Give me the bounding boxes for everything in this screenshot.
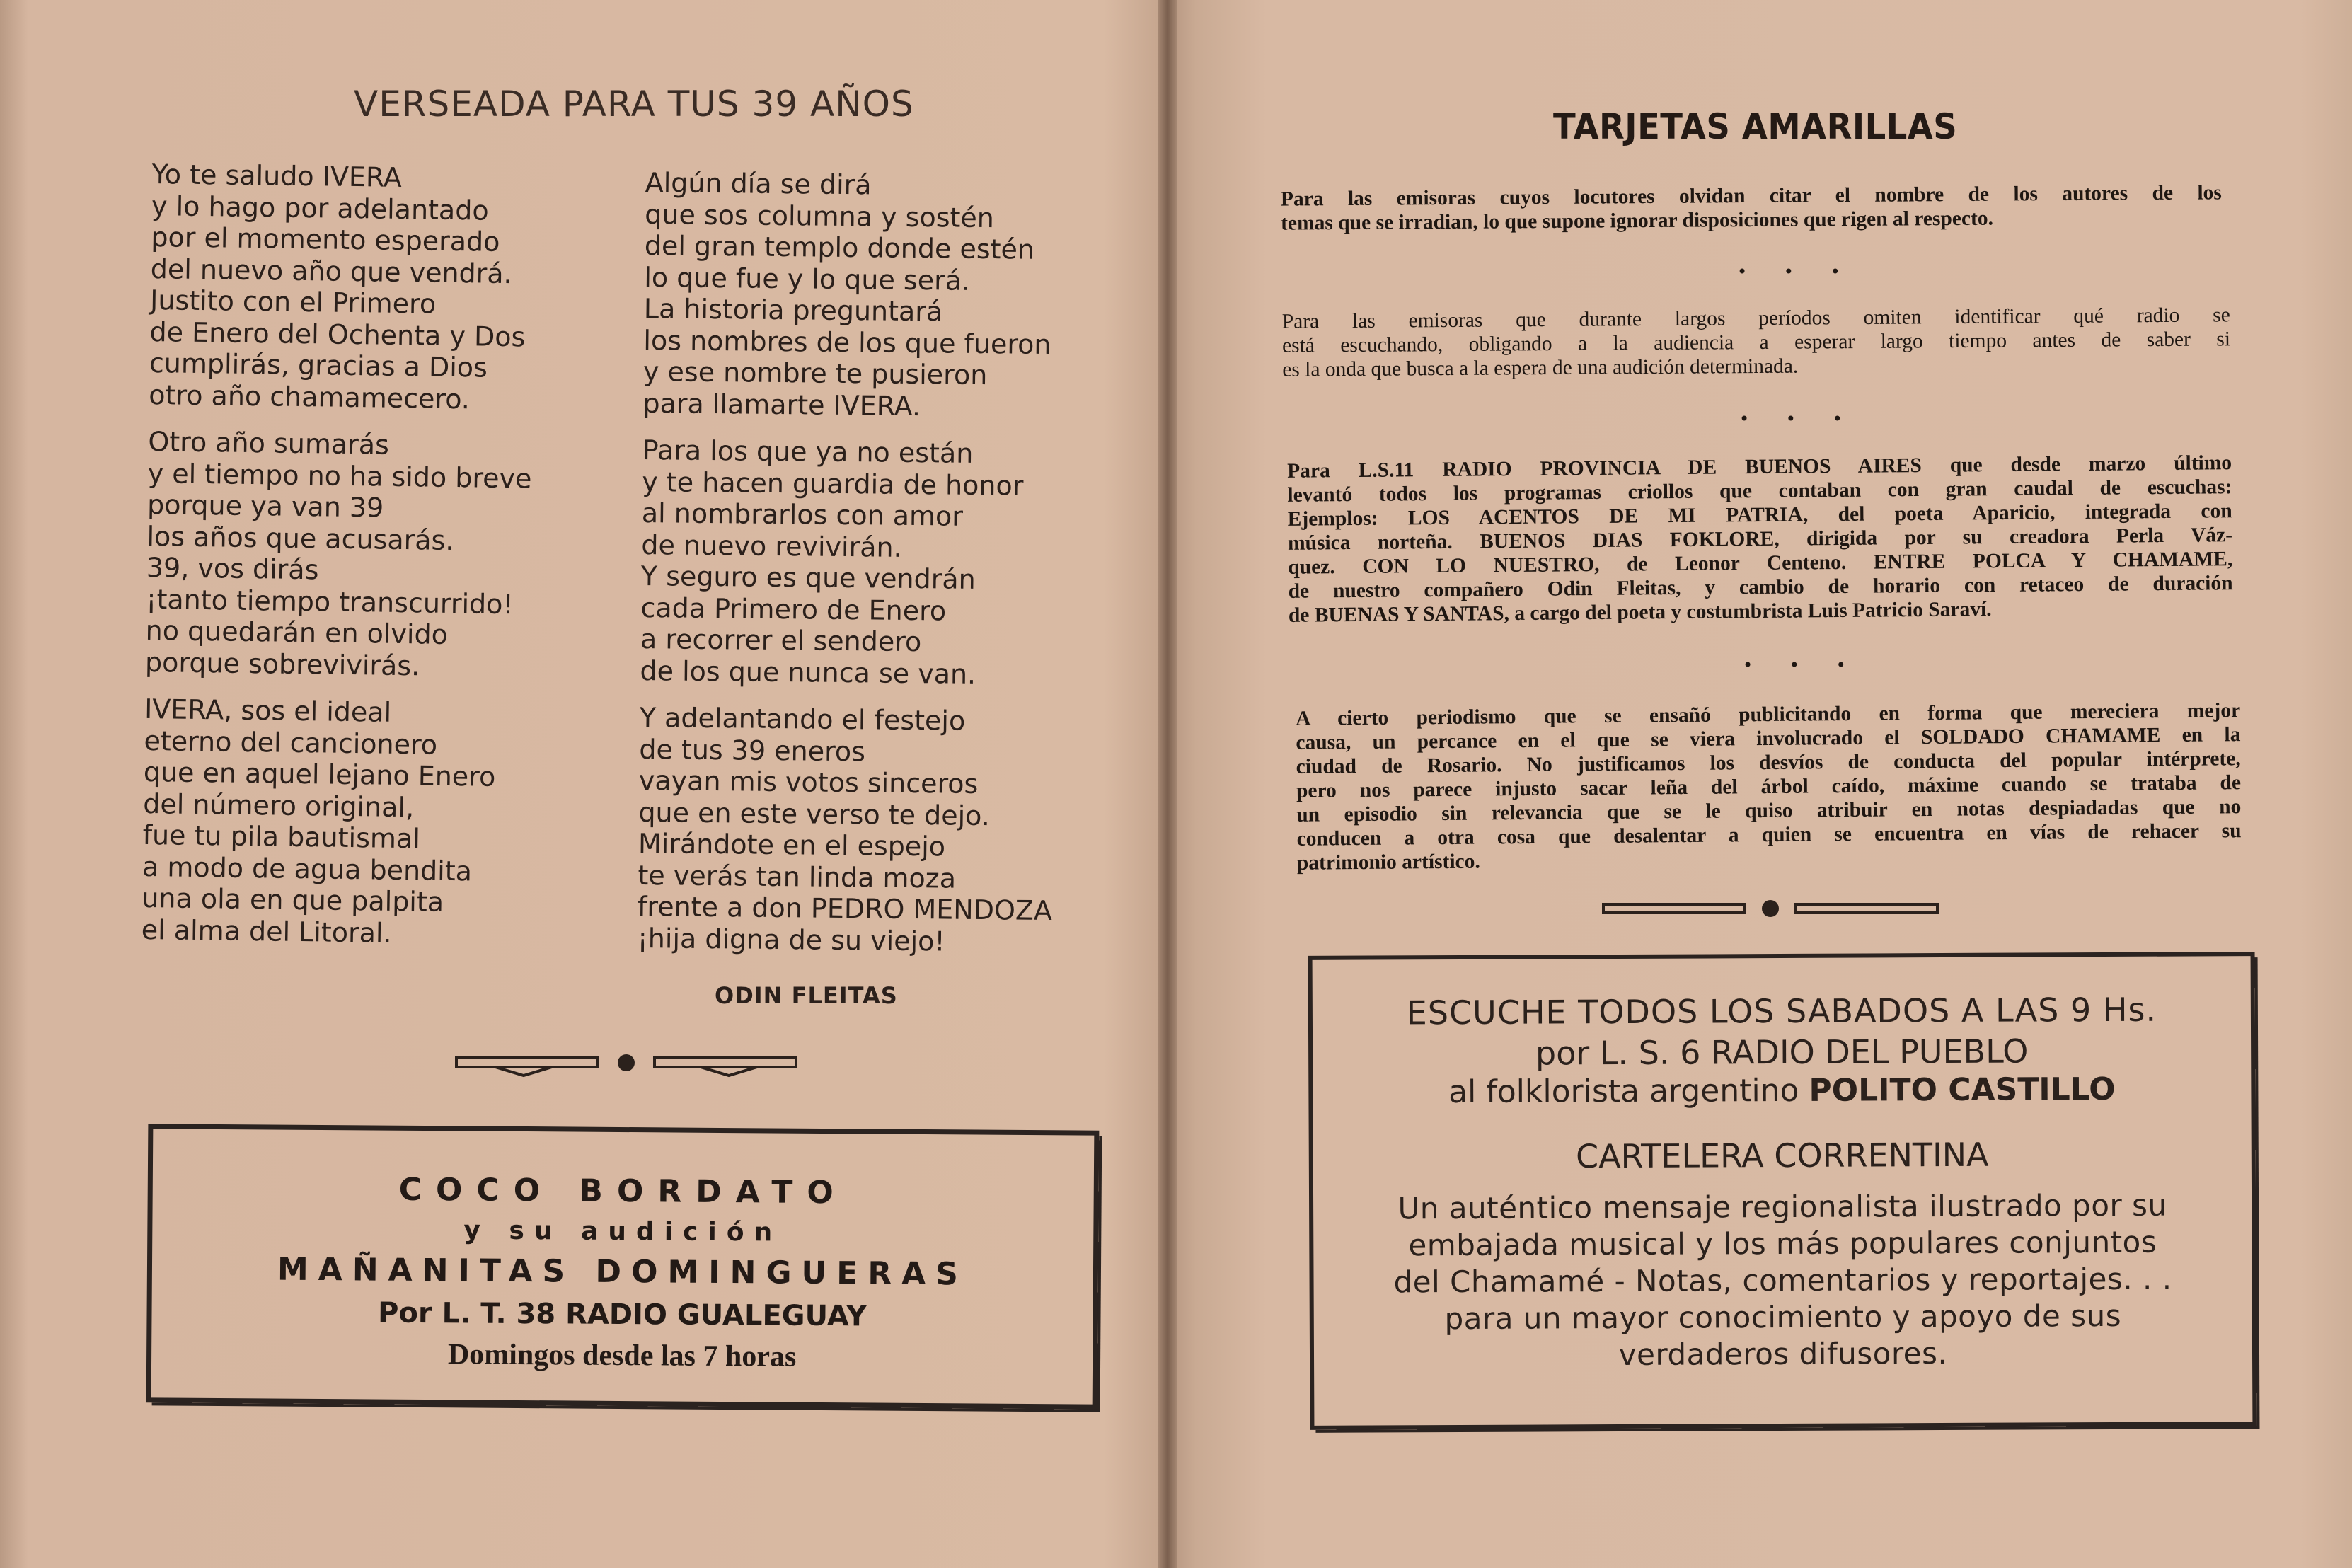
- poem-line: fue tu pila bautismal: [142, 819, 421, 855]
- tarjeta-item: [1281, 180, 2222, 235]
- poem-line: no quedarán en olvido: [145, 614, 449, 650]
- item-line: ciudad de Rosario. No justificamos los desvíos de conducta del popular intérprete,: [1296, 747, 2241, 778]
- poem-line: lo que fue y lo que será.: [644, 261, 971, 296]
- ad-radio-body-line: para un mayor conocimiento y apoyo de sus: [1444, 1298, 2122, 1337]
- item-line: pero nos parece injusto sacar leña del árbol caído, máxime cuando se trataba de: [1296, 771, 2242, 802]
- poem-line: a modo de agua bendita: [142, 851, 473, 887]
- ornament-divider-right: [1601, 897, 1940, 921]
- poem-line: del nuevo año que vendrá.: [150, 253, 513, 289]
- item-line: Para las emisoras cuyos locutores olvidan citar el nombre de los autores de los: [1280, 181, 2222, 211]
- poem-line: Y seguro es que vendrán: [640, 560, 976, 595]
- poem-line: eterno del cancionero: [144, 725, 438, 761]
- ornament-divider-left: [453, 1049, 800, 1080]
- poem-line: del número original,: [142, 788, 415, 823]
- poem-line: Mirándote en el espejo: [638, 827, 946, 863]
- poem-column-left: [141, 158, 536, 966]
- poem-stanza: [149, 158, 536, 416]
- poem-line: porque sobrevivirás.: [144, 646, 420, 681]
- poem-stanza: [642, 167, 1060, 423]
- poem-line: te verás tan linda moza: [638, 859, 957, 894]
- tarjeta-item: [1282, 303, 2231, 381]
- poem-line: vayan mis votos sinceros: [638, 764, 979, 800]
- item-line: Para L.S.11 RADIO PROVINCIA DE BUENOS AIRES que desde marzo último: [1286, 451, 2232, 483]
- ad-coco-schedule: Domingos desde las 7 horas: [447, 1338, 797, 1373]
- poem-stanza: [145, 426, 533, 684]
- poem-line: el alma del Litoral.: [141, 913, 392, 949]
- item-line: causa, un percance en el que se viera involucrado el SOLDADO CHAMAME en la: [1296, 723, 2241, 754]
- ad-polito-castillo: [1308, 952, 2257, 1430]
- ad-radio-body-line: Un auténtico mensaje regionalista ilustrado por su: [1397, 1187, 2167, 1226]
- item-line: de nuestro compañero Odin Fleitas, y cambio de horario con retaceo de duración: [1288, 572, 2233, 603]
- poem-line: los nombres de los que fueron: [643, 324, 1051, 360]
- poem-author: ODIN FLEITAS: [715, 982, 898, 1009]
- poem-line: cumplirás, gracias a Dios: [149, 347, 488, 384]
- ad-radio-artist: POLITO CASTILLO: [1809, 1071, 2116, 1109]
- ad-coco-program: MAÑANITAS DOMINGUERAS: [277, 1251, 969, 1293]
- poem-title: VERSEADA PARA TUS 39 AÑOS: [354, 83, 914, 125]
- poem-stanza: [637, 702, 1054, 958]
- separator-dots: • • •: [1739, 409, 1858, 429]
- item-line: quez. CON LO NUESTRO, de Leonor Centeno. ENTRE POLCA Y CHAMAME,: [1288, 548, 2233, 579]
- item-line: conducen a otra cosa que desalentar a quien se encuentra en vías de rehacer su: [1296, 819, 2242, 851]
- poem-line: al nombrarlos con amor: [641, 497, 964, 532]
- page-title: TARJETAS AMARILLAS: [1553, 106, 1958, 147]
- poem-line: otro año chamamecero.: [149, 379, 471, 415]
- item-line: Para las emisoras que durante largos períodos omiten identificar qué radio se: [1281, 304, 2230, 333]
- poem-line: una ola en que palpita: [142, 882, 444, 918]
- item-line: Ejemplos: LOS ACENTOS DE MI PATRIA, del poeta Aparicio, integrada con: [1287, 500, 2232, 531]
- item-line: está escuchando, obligando a la audiencia a esperar largo tiempo antes de saber si: [1281, 328, 2231, 357]
- ad-coco-station: Por L. T. 38 RADIO GUALEGUAY: [377, 1296, 867, 1333]
- poem-line: Y adelantando el festejo: [639, 701, 966, 737]
- poem-line: de los que nunca se van.: [640, 655, 976, 690]
- poem-line: de Enero del Ochenta y Dos: [149, 316, 526, 352]
- poem-line: ¡hija digna de su viejo!: [637, 922, 945, 957]
- poem-line: por el momento esperado: [151, 221, 500, 258]
- poem-line: y el tiempo no ha sido breve: [147, 457, 532, 495]
- ad-radio-folklorista: [1313, 1071, 2251, 1111]
- poem-line: Otro año sumarás: [148, 425, 390, 461]
- poem-stanza: [640, 434, 1057, 691]
- poem-line: que sos columna y sostén: [645, 198, 995, 234]
- poem-line: de tus 39 eneros: [639, 733, 866, 767]
- ad-radio-body: [1313, 1187, 2252, 1375]
- poem-line: que en este verso te dejo.: [638, 796, 991, 831]
- tarjeta-item: [1296, 698, 2242, 875]
- ad-radio-prefix: al folklorista argentino: [1448, 1072, 1799, 1111]
- ad-radio-body-line: verdaderos difusores.: [1618, 1335, 1948, 1373]
- item-line: temas que se irradian, lo que supone ignorar disposiciones que rigen al respecto.: [1281, 207, 1994, 235]
- poem-line: Para los que ya no están: [642, 434, 974, 469]
- poem-line: 39, vos dirás: [146, 551, 319, 586]
- item-line: de BUENAS Y SANTAS, a cargo del poeta y costumbrista Luis Patricio Saraví.: [1288, 598, 1992, 627]
- item-line: patrimonio artístico.: [1296, 850, 1480, 875]
- poem-line: ¡tanto tiempo transcurrido!: [146, 583, 514, 620]
- poem-line: del gran templo donde estén: [644, 229, 1035, 265]
- poem-line: los años que acusarás.: [146, 520, 454, 556]
- poem-line: Algún día se dirá: [645, 167, 872, 201]
- ad-radio-line1: ESCUCHE TODOS LOS SABADOS A LAS 9 Hs.: [1406, 990, 2157, 1032]
- separator-dots: • • •: [1737, 262, 1856, 282]
- poem-line: porque ya van 39: [146, 488, 384, 524]
- poem-line: frente a don PEDRO MENDOZA: [637, 890, 1053, 927]
- item-line: música norteña. BUENOS DIAS FOKLORE, dirigida por su creadora Perla Váz-: [1287, 524, 2233, 555]
- item-line: un episodio sin relevancia que se le quiso atribuir en notas despiadadas que no: [1296, 795, 2242, 826]
- poem-line: Yo te saludo IVERA: [151, 158, 403, 193]
- poem-line: La historia preguntará: [643, 292, 943, 328]
- separator-dots: • • •: [1743, 655, 1862, 675]
- ad-radio-body-line: embajada musical y los más populares conjuntos: [1408, 1224, 2157, 1263]
- poem-line: que en aquel lejano Enero: [143, 756, 496, 792]
- ad-coco-name: COCO BORDATO: [398, 1171, 848, 1211]
- poem-stanza: [141, 693, 529, 951]
- ad-coco-subtitle: y su audición: [463, 1216, 783, 1247]
- poem-line: y te hacen guardia de honor: [642, 466, 1024, 502]
- book-gutter: [1158, 0, 1177, 1568]
- poem-line: IVERA, sos el ideal: [144, 693, 392, 728]
- ad-coco-bordato: [146, 1124, 1100, 1409]
- poem-line: y ese nombre te pusieron: [642, 355, 988, 391]
- poem-line: a recorrer el sendero: [640, 623, 922, 658]
- poem-line: de nuevo revivirán.: [641, 529, 902, 563]
- ad-radio-body-line: del Chamamé - Notas, comentarios y reportajes. . .: [1393, 1261, 2172, 1300]
- tarjeta-item: [1287, 451, 2233, 628]
- item-line: es la onda que busca a la espera de una audición determinada.: [1282, 354, 1799, 381]
- poem-line: Justito con el Primero: [149, 284, 437, 320]
- poem-line: cada Primero de Enero: [640, 592, 947, 626]
- ad-radio-station: por L. S. 6 RADIO DEL PUEBLO: [1535, 1032, 2029, 1073]
- poem-line: y lo hago por adelantado: [151, 190, 489, 226]
- poem-line: para llamarte IVERA.: [642, 387, 921, 422]
- item-line: A cierto periodismo que se ensañó publicitando en forma que mereciera mejor: [1295, 699, 2241, 730]
- item-line: levantó todos los programas criollos que contaban con gran caudal de escuchas:: [1287, 475, 2232, 507]
- poem-column-right: [637, 167, 1060, 974]
- ad-radio-program: CARTELERA CORRENTINA: [1575, 1135, 1989, 1176]
